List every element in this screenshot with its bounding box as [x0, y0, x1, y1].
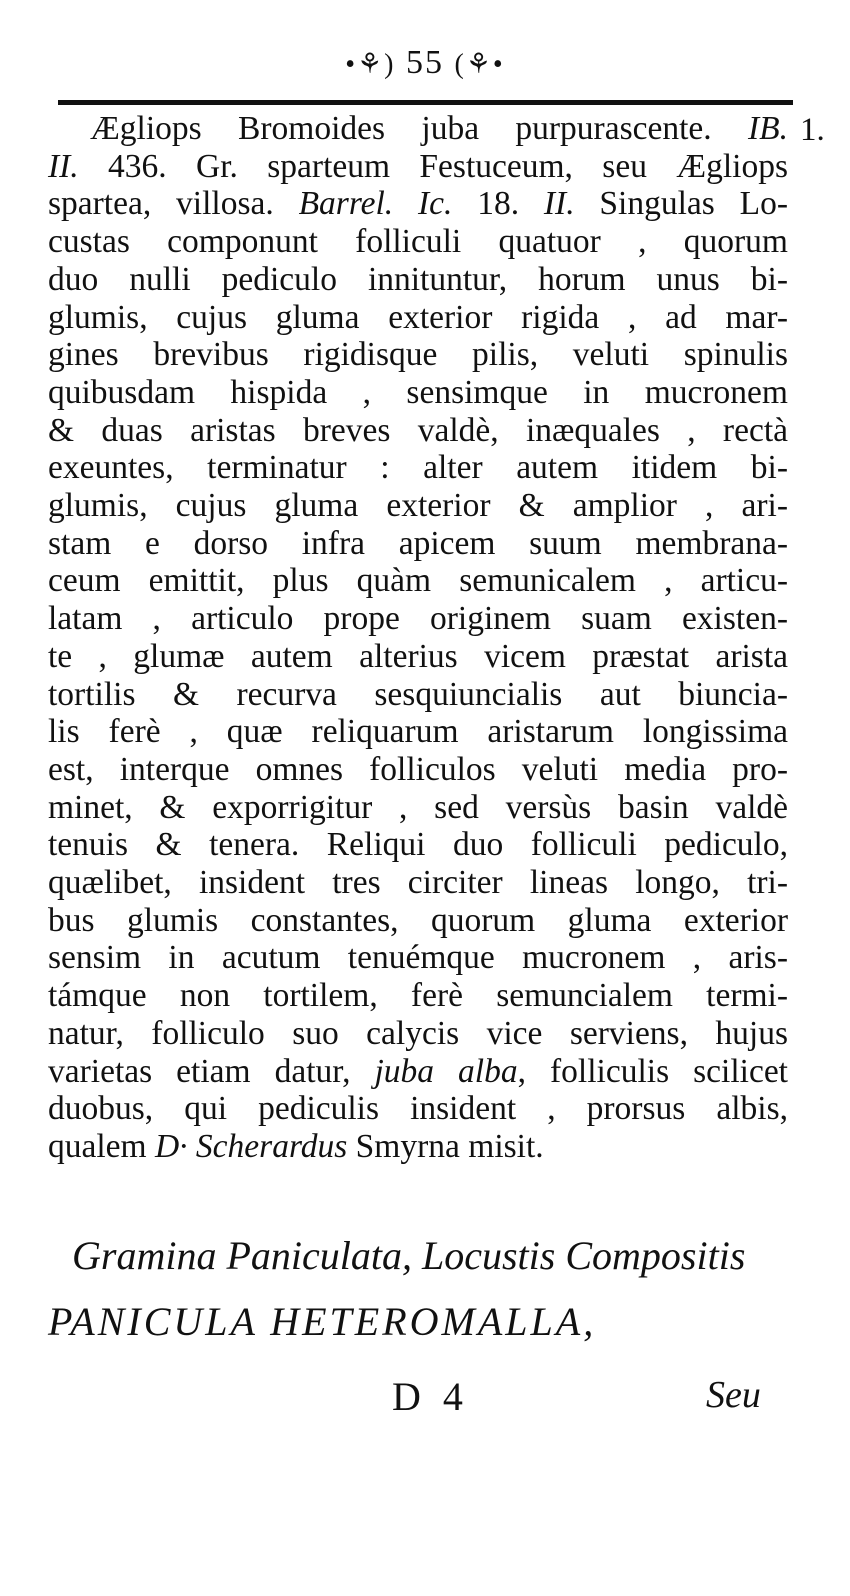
- text-run: te , glumæ autem alterius vicem præstat arista: [48, 637, 788, 675]
- text-run: bus glumis constantes, quorum gluma exterior: [48, 901, 788, 939]
- text-run: , folliculis scilicet: [517, 1052, 788, 1090]
- text-line: [48, 1015, 788, 1053]
- text-line: [48, 185, 788, 223]
- italic-run: II.: [543, 185, 575, 223]
- text-line: [48, 676, 788, 714]
- text-run: duobus, qui pediculis insident , prorsus albis,: [48, 1090, 788, 1128]
- catchword: Seu: [706, 1374, 761, 1416]
- text-run: Ægliops Bromoides juba purpurascente.: [90, 110, 748, 147]
- text-run: 18.: [452, 185, 544, 223]
- text-line: [48, 789, 788, 827]
- text-line: [48, 374, 788, 412]
- text-run: 436. Gr. sparteum Festuceum, seu Ægliops: [78, 147, 788, 185]
- text-run: ceum emittit, plus quàm semunicalem , articu-: [48, 562, 788, 600]
- text-run: custas componunt folliculi quatuor , quorum: [48, 223, 788, 261]
- section-subtitle: PANICULA HETEROMALLA,: [48, 1299, 597, 1344]
- text-line: [48, 713, 788, 751]
- text-line: [48, 261, 788, 299]
- text-run: Singulas Lo-: [574, 185, 788, 223]
- text-run: stam e dorso infra apicem suum membrana-: [48, 524, 788, 562]
- italic-run: D· Scherardus: [154, 1127, 348, 1165]
- italic-run: II.: [48, 147, 79, 185]
- text-line: [48, 525, 788, 563]
- text-run: spartea, villosa.: [48, 185, 299, 223]
- text-run: glumis, cujus gluma exterior rigida , ad mar-: [48, 298, 788, 336]
- text-run: quibusdam hispida , sensimque in mucronem: [48, 373, 788, 411]
- text-line: [48, 223, 788, 261]
- text-line: [48, 412, 788, 450]
- text-run: duo nulli pediculo innituntur, horum unus bi-: [48, 260, 788, 298]
- text-run: támque non tortilem, ferè semuncialem termi-: [48, 977, 788, 1015]
- text-line: [48, 110, 788, 148]
- section-title: Gramina Paniculata, Locustis Compositis: [72, 1233, 746, 1278]
- text-line: [48, 638, 788, 676]
- italic-run: Barrel. Ic.: [298, 185, 453, 223]
- running-header: [0, 44, 850, 82]
- page-number: 55: [406, 44, 444, 81]
- text-run: quælibet, insident tres circiter lineas longo, tri-: [48, 864, 788, 902]
- italic-run: juba alba: [374, 1052, 518, 1090]
- text-line: [48, 826, 788, 864]
- text-run: & duas aristas breves valdè, inæquales , rectà: [48, 411, 788, 449]
- text-run: latam , articulo prope originem suam existen-: [48, 600, 788, 638]
- text-run: gines brevibus rigidisque pilis, veluti spinulis: [48, 336, 788, 374]
- text-run: qualem: [48, 1127, 155, 1165]
- body-paragraph: [48, 110, 788, 1166]
- italic-run: IB.: [748, 110, 788, 147]
- text-line: [48, 299, 788, 337]
- text-line: [48, 864, 788, 902]
- text-run: glumis, cujus gluma exterior & amplior , ari-: [48, 487, 788, 525]
- text-line: [48, 449, 788, 487]
- text-run: est, interque omnes folliculos veluti media pro-: [48, 750, 788, 788]
- text-line: [48, 336, 788, 374]
- text-line: [48, 1128, 788, 1166]
- text-run: tenuis & tenera. Reliqui duo folliculi pediculo,: [48, 826, 788, 864]
- text-line: [48, 751, 788, 789]
- text-line: [48, 487, 788, 525]
- text-line: [48, 1053, 788, 1091]
- text-run: sensim in acutum tenuémque mucronem , aris-: [48, 939, 788, 977]
- text-run: lis ferè , quæ reliquarum aristarum longissima: [48, 713, 788, 751]
- text-run: minet, & exporrigitur , sed versùs basin valdè: [48, 788, 788, 826]
- text-line: [48, 562, 788, 600]
- text-run: natur, folliculo suo calycis vice serviens, hujus: [48, 1014, 788, 1052]
- text-line: [48, 939, 788, 977]
- header-rule: [58, 100, 793, 105]
- text-line: [48, 902, 788, 940]
- header-ornament-left: •⚘): [345, 49, 396, 80]
- text-line: [48, 1090, 788, 1128]
- text-run: varietas etiam datur,: [48, 1052, 375, 1090]
- text-run: tortilis & recurva sesquiuncialis aut biuncia-: [48, 675, 788, 713]
- text-line: [48, 977, 788, 1015]
- text-run: Smyrna misit.: [347, 1127, 544, 1165]
- header-ornament-right: (⚘•: [454, 49, 505, 80]
- text-line: [48, 148, 788, 186]
- margin-number: 1.: [800, 112, 825, 148]
- text-run: exeuntes, terminatur : alter autem itidem bi-: [48, 449, 788, 487]
- signature-mark: D 4: [392, 1374, 469, 1419]
- text-line: [48, 600, 788, 638]
